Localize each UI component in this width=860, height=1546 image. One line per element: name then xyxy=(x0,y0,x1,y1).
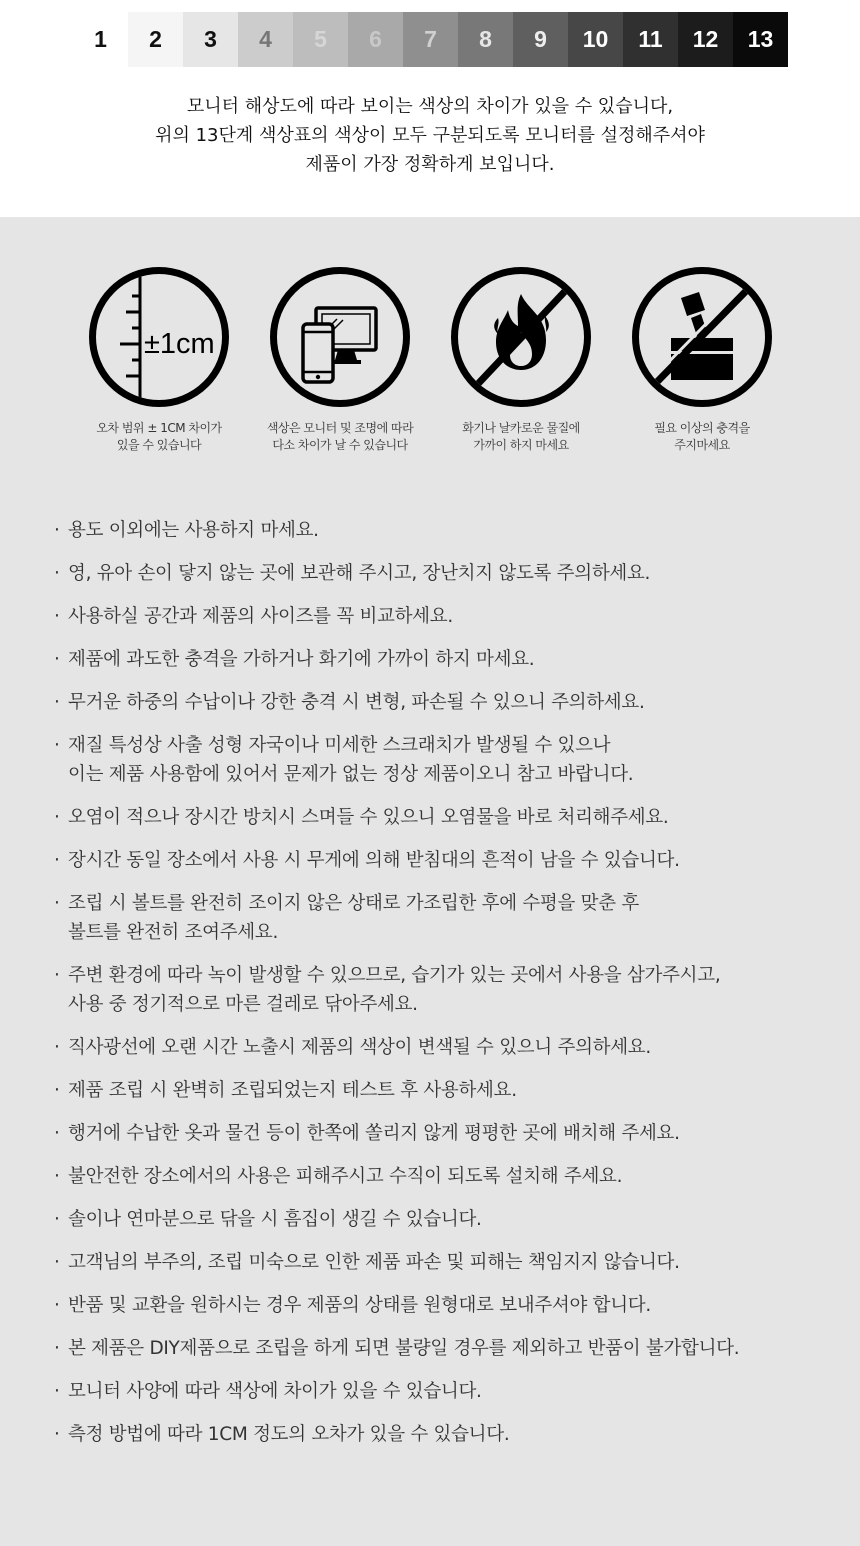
icon-no-impact xyxy=(602,267,802,454)
monitor-phone-icon xyxy=(270,267,410,407)
caution-text: 사용 중 정기적으로 마른 걸레로 닦아주세요. xyxy=(68,994,418,1015)
icon-tolerance xyxy=(59,267,259,454)
caution-item xyxy=(54,645,834,674)
caution-text: · 측정 방법에 따라 1CM 정도의 오차가 있을 수 있습니다. xyxy=(68,1424,510,1445)
caution-text: · 조립 시 볼트를 완전히 조이지 않은 상태로 가조립한 후에 수평을 맞춘 후 xyxy=(68,893,639,914)
caution-item xyxy=(54,1248,834,1277)
caution-item xyxy=(54,688,834,717)
caution-text: · 오염이 적으나 장시간 방치시 스며들 수 있으니 오염물을 바로 처리해주세요. xyxy=(68,807,669,828)
caution-text: · 솔이나 연마분으로 닦을 시 흠집이 생길 수 있습니다. xyxy=(68,1209,482,1230)
grayscale-chart xyxy=(73,12,788,67)
color-swatch: 11 xyxy=(623,12,678,67)
caution-text: 볼트를 완전히 조여주세요. xyxy=(68,922,279,943)
caution-text: · 재질 특성상 사출 성형 자국이나 미세한 스크래치가 발생될 수 있으나 xyxy=(68,735,611,756)
caution-section xyxy=(0,217,860,1546)
icon-caption: 색상은 모니터 및 조명에 따라 xyxy=(266,421,414,435)
caution-text: · 용도 이외에는 사용하지 마세요. xyxy=(68,520,319,541)
notice-line-1: 모니터 해상도에 따라 보이는 색상의 차이가 있을 수 있습니다, xyxy=(186,96,674,117)
caution-item xyxy=(54,731,834,789)
caution-item xyxy=(54,1420,834,1449)
caution-item xyxy=(54,1076,834,1105)
caution-text: · 제품 조립 시 완벽히 조립되었는지 테스트 후 사용하세요. xyxy=(68,1080,517,1101)
caution-item xyxy=(54,559,834,588)
caution-item xyxy=(54,1162,834,1191)
icon-caption: 화기나 날카로운 물질에 xyxy=(462,421,580,435)
notice-line-3: 제품이 가장 정확하게 보입니다. xyxy=(305,154,555,175)
caution-item xyxy=(54,1033,834,1062)
icon-caption: 다소 차이가 날 수 있습니다 xyxy=(272,438,408,452)
caution-item xyxy=(54,1119,834,1148)
color-swatch: 2 xyxy=(128,12,183,67)
caution-text: · 사용하실 공간과 제품의 사이즈를 꼭 비교하세요. xyxy=(68,606,453,627)
tolerance-symbol: ±1cm xyxy=(144,328,215,360)
caution-item xyxy=(54,1291,834,1320)
icon-no-fire xyxy=(421,267,621,454)
caution-text: · 주변 환경에 따라 녹이 발생할 수 있으므로, 습기가 있는 곳에서 사용을 삼가주시고, xyxy=(68,965,721,986)
caution-text: · 불안전한 장소에서의 사용은 피해주시고 수직이 되도록 설치해 주세요. xyxy=(68,1166,623,1187)
icon-caption: 가까이 하지 마세요 xyxy=(473,438,569,452)
caution-text: · 제품에 과도한 충격을 가하거나 화기에 가까이 하지 마세요. xyxy=(68,649,535,670)
color-swatch: 6 xyxy=(348,12,403,67)
caution-item xyxy=(54,1205,834,1234)
caution-text: · 모니터 사양에 따라 색상에 차이가 있을 수 있습니다. xyxy=(68,1381,482,1402)
icon-color-difference xyxy=(240,267,440,454)
color-swatch: 10 xyxy=(568,12,623,67)
caution-text: · 무거운 하중의 수납이나 강한 충격 시 변형, 파손될 수 있으니 주의하세요. xyxy=(68,692,645,713)
caution-item xyxy=(54,803,834,832)
color-swatch: 5 xyxy=(293,12,348,67)
caution-list xyxy=(54,516,834,1463)
color-swatch: 1 xyxy=(73,12,128,67)
color-swatch: 7 xyxy=(403,12,458,67)
caution-text: · 고객님의 부주의, 조립 미숙으로 인한 제품 파손 및 피해는 책임지지 않습니다. xyxy=(68,1252,680,1273)
color-swatch: 3 xyxy=(183,12,238,67)
color-swatch: 8 xyxy=(458,12,513,67)
caution-item xyxy=(54,889,834,947)
caution-item xyxy=(54,1334,834,1363)
caution-item xyxy=(54,602,834,631)
caution-item xyxy=(54,846,834,875)
caution-text: · 반품 및 교환을 원하시는 경우 제품의 상태를 원형대로 보내주셔야 합니다. xyxy=(68,1295,651,1316)
monitor-notice xyxy=(0,92,860,179)
no-impact-icon xyxy=(632,267,772,407)
caution-item xyxy=(54,516,834,545)
color-calibration-section xyxy=(0,0,860,217)
color-swatch: 13 xyxy=(733,12,788,67)
icon-caption: 필요 이상의 충격을 xyxy=(654,421,750,435)
caution-text: · 영, 유아 손이 닿지 않는 곳에 보관해 주시고, 장난치지 않도록 주의하세요. xyxy=(68,563,651,584)
color-swatch: 4 xyxy=(238,12,293,67)
caution-item xyxy=(54,1377,834,1406)
icon-caption: 있을 수 있습니다 xyxy=(116,438,202,452)
caution-text: · 본 제품은 DIY제품으로 조립을 하게 되면 불량일 경우를 제외하고 반품이 불가합니다. xyxy=(68,1338,740,1359)
color-swatch: 9 xyxy=(513,12,568,67)
icon-caption: 주지마세요 xyxy=(674,438,730,452)
caution-text: · 행거에 수납한 옷과 물건 등이 한쪽에 쏠리지 않게 평평한 곳에 배치해 주세요. xyxy=(68,1123,680,1144)
notice-line-2: 위의 13단계 색상표의 색상이 모두 구분되도록 모니터를 설정해주셔야 xyxy=(155,125,705,146)
ruler-icon xyxy=(89,267,229,407)
color-swatch: 12 xyxy=(678,12,733,67)
caution-item xyxy=(54,961,834,1019)
caution-text: 이는 제품 사용함에 있어서 문제가 없는 정상 제품이오니 참고 바랍니다. xyxy=(68,764,634,785)
caution-text: · 장시간 동일 장소에서 사용 시 무게에 의해 받침대의 흔적이 남을 수 있습니다. xyxy=(68,850,680,871)
icon-caption: 오차 범위 ± 1CM 차이가 xyxy=(96,421,222,435)
caution-text: · 직사광선에 오랜 시간 노출시 제품의 색상이 변색될 수 있으니 주의하세요. xyxy=(68,1037,651,1058)
no-fire-icon xyxy=(451,267,591,407)
